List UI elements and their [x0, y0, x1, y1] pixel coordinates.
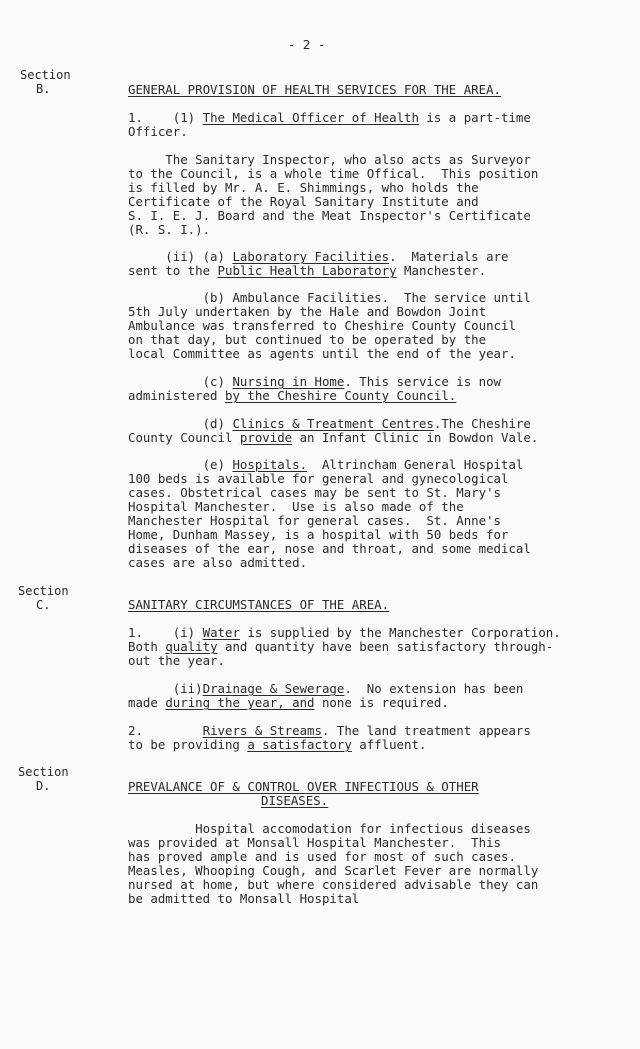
clinics-line1: [128, 417, 531, 431]
r-rest: . The land treatment appears: [321, 723, 531, 738]
d-line2: was provided at Monsall Hospital Manchester. This: [128, 835, 501, 850]
cli-l2-pre: County Council: [128, 430, 240, 445]
rivers-line1: [128, 724, 531, 738]
cli-pre: (d): [128, 416, 233, 431]
cli-rest: .The Cheshire: [433, 416, 531, 431]
lab-heading: Laboratory Facilities: [232, 249, 390, 264]
r-pre: 2.: [128, 723, 203, 738]
cli-l2-u: provide: [239, 430, 293, 445]
lab-l2-rest: Manchester.: [396, 263, 487, 278]
page-number: - 2 -: [288, 37, 326, 52]
d-line5: nursed at home, but where considered advisable they can: [128, 877, 539, 892]
d-l2-rest: none is required.: [314, 695, 449, 710]
section-d-label: Section: [18, 765, 69, 779]
d-line4: Measles, Whooping Cough, and Scarlet Fever are normally: [128, 863, 539, 878]
clinics-heading: Clinics & Treatment Centres: [232, 416, 434, 431]
amb-line5: local Committee as agents until the end of the year.: [128, 346, 516, 361]
d-rest: . No extension has been: [344, 681, 524, 696]
lab-l2-u: Public Health Laboratory: [217, 263, 397, 278]
drainage-heading: Drainage & Sewerage: [202, 681, 345, 696]
hospitals-line8: cases are also admitted.: [128, 555, 308, 570]
water-line3: out the year.: [128, 653, 225, 668]
section-d-heading-line1: PREVALANCE OF & CONTROL OVER INFECTIOUS & OTHER: [128, 779, 479, 794]
w-l2-u: quality: [165, 639, 218, 654]
section-d-heading-line2: DISEASES.: [261, 793, 329, 808]
b-p2-line5: S. I. E. J. Board and the Meat Inspector's Certificate: [128, 208, 531, 223]
w-pre: 1. (i): [128, 625, 203, 640]
water-line2: [128, 640, 553, 654]
water-heading: Water: [202, 625, 240, 640]
w-l2-pre: Both: [128, 639, 166, 654]
b-p1-line2: Officer.: [128, 124, 188, 139]
d-line3: has proved ample and is used for most of such cases.: [128, 849, 516, 864]
section-c-heading: SANITARY CIRCUMSTANCES OF THE AREA.: [128, 597, 390, 612]
lab-l2-pre: sent to the: [128, 263, 218, 278]
hospitals-line6: Home, Dunham Massey, is a hospital with 50 beds for: [128, 527, 509, 542]
hos-rest: Altrincham General Hospital: [307, 457, 524, 472]
nursing-heading: Nursing in Home: [232, 374, 345, 389]
hospitals-line1: [128, 458, 523, 472]
b-p1-rest: is a part-time: [418, 110, 531, 125]
nur-l2-u: by the Cheshire County Council.: [224, 388, 457, 403]
w-rest: is supplied by the Manchester Corporation.: [239, 625, 561, 640]
d-line1: Hospital accomodation for infectious diseases: [128, 821, 531, 836]
drainage-line2: [128, 696, 449, 710]
hospitals-line5: Manchester Hospital for general cases. St. Anne's: [128, 513, 501, 528]
d-pre: (ii): [128, 681, 203, 696]
lab-rest: . Materials are: [389, 249, 509, 264]
hospitals-line3: cases. Obstetrical cases may be sent to St. Mary's: [128, 485, 501, 500]
b-p2-line2: to the Council, is a whole time Offical. This position: [128, 166, 539, 181]
d-line6: be admitted to Monsall Hospital: [128, 891, 360, 906]
r-l2-pre: to be providing: [128, 737, 248, 752]
b-p1-line1: [128, 111, 531, 125]
section-b-label: Section: [20, 68, 71, 82]
nursing-line1: [128, 375, 501, 389]
b-p2-line3: is filled by Mr. A. E. Shimmings, who holds the: [128, 180, 479, 195]
section-d-letter: D.: [36, 779, 51, 793]
lab-line1: [128, 250, 508, 264]
r-l2-rest: affluent.: [351, 737, 427, 752]
amb-line3: Ambulance was transferred to Cheshire County Council: [128, 318, 516, 333]
hospitals-heading: Hospitals.: [232, 457, 308, 472]
nur-l2-pre: administered: [128, 388, 225, 403]
amb-line4: on that day, but continued to be operated by the: [128, 332, 487, 347]
d-l2-pre: made: [128, 695, 166, 710]
section-b-heading: GENERAL PROVISION OF HEALTH SERVICES FOR THE AREA.: [128, 82, 501, 97]
hospitals-line7: diseases of the ear, nose and throat, and some medical: [128, 541, 531, 556]
amb-line1: (b) Ambulance Facilities. The service until: [128, 290, 531, 305]
r-l2-u: a satisfactory: [247, 737, 352, 752]
amb-line2: 5th July undertaken by the Hale and Bowdon Joint: [128, 304, 487, 319]
w-l2-rest: and quantity have been satisfactory through-: [217, 639, 554, 654]
b-p2-line1: The Sanitary Inspector, who also acts as Surveyor: [128, 152, 531, 167]
nursing-line2: [128, 389, 456, 403]
lab-pre: (ii) (a): [128, 249, 233, 264]
d-l2-u: during the year, and: [165, 695, 315, 710]
hospitals-line2: 100 beds is available for general and gynecological: [128, 471, 509, 486]
drainage-line1: [128, 682, 523, 696]
clinics-line2: [128, 431, 538, 445]
section-c-label: Section: [18, 584, 69, 598]
b-p1-num: 1. (1): [128, 110, 203, 125]
lab-line2: [128, 264, 486, 278]
b-p2-line6: (R. S. I.).: [128, 222, 211, 237]
b-p2-line4: Certificate of the Royal Sanitary Institute and: [128, 194, 479, 209]
section-b-letter: B.: [36, 82, 51, 96]
rivers-line2: [128, 738, 426, 752]
hos-pre: (e): [128, 457, 233, 472]
cli-l2-rest: an Infant Clinic in Bowdon Vale.: [292, 430, 539, 445]
water-line1: [128, 626, 561, 640]
nur-pre: (c): [128, 374, 233, 389]
section-c-letter: C.: [36, 598, 51, 612]
moh-title: The Medical Officer of Health: [202, 110, 419, 125]
rivers-heading: Rivers & Streams: [202, 723, 322, 738]
hospitals-line4: Hospital Manchester. Use is also made of the: [128, 499, 464, 514]
nur-rest: . This service is now: [344, 374, 501, 389]
